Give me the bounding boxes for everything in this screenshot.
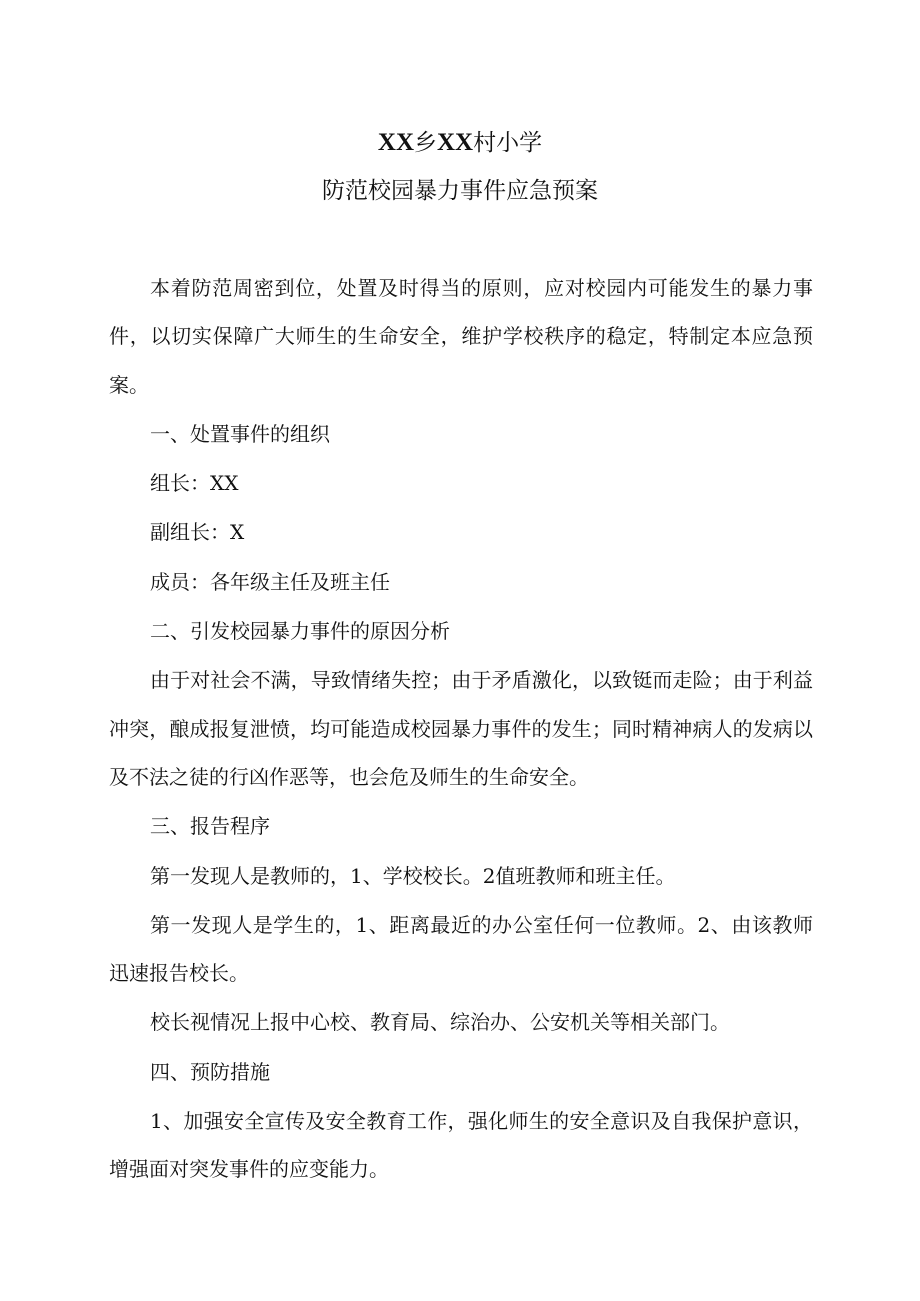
prevention-paragraph-1: 1、加强安全宣传及安全教育工作，强化师生的安全意识及自我保护意识，增强面对突发事件的应变能力。 — [109, 1109, 813, 1182]
section-heading-reporting: 三、报告程序 — [150, 814, 270, 839]
reporting-student-paragraph: 第一发现人是学生的，1、距离最近的办公室任何一位教师。2、由该教师迅速报告校长。 — [109, 912, 813, 986]
section-heading-prevention: 四、预防措施 — [150, 1059, 270, 1084]
reporting-teacher-paragraph: 第一发现人是教师的，1、学校校长。2值班教师和班主任。 — [150, 863, 676, 888]
intro-paragraph: 本着防范周密到位，处置及时得当的原则，应对校园内可能发生的暴力事件，以切实保障广大师生的生命安全，维护学校秩序的稳定，特制定本应急预案。 — [109, 276, 813, 397]
reporting-principal-paragraph: 校长视情况上报中心校、教育局、综治办、公安机关等相关部门。 — [150, 1010, 730, 1035]
document-body — [109, 264, 813, 1195]
members-line: 成员：各年级主任及班主任 — [150, 569, 390, 594]
document-title: XX乡XX村小学 — [377, 129, 543, 156]
document-subtitle: 防范校园暴力事件应急预案 — [322, 178, 598, 204]
section-heading-organization: 一、处置事件的组织 — [150, 421, 330, 446]
causes-paragraph: 由于对社会不满，导致情绪失控；由于矛盾激化，以致铤而走险；由于利益冲突，酿成报复泄愤，均可能造成校园暴力事件的发生；同时精神病人的发病以及不法之徒的行凶作恶等，也会危及师生的生命安全。 — [109, 668, 813, 789]
leader-line: 组长：XX — [150, 471, 239, 496]
deputy-leader-line: 副组长：X — [150, 520, 245, 545]
section-heading-causes: 二、引发校园暴力事件的原因分析 — [150, 619, 450, 644]
